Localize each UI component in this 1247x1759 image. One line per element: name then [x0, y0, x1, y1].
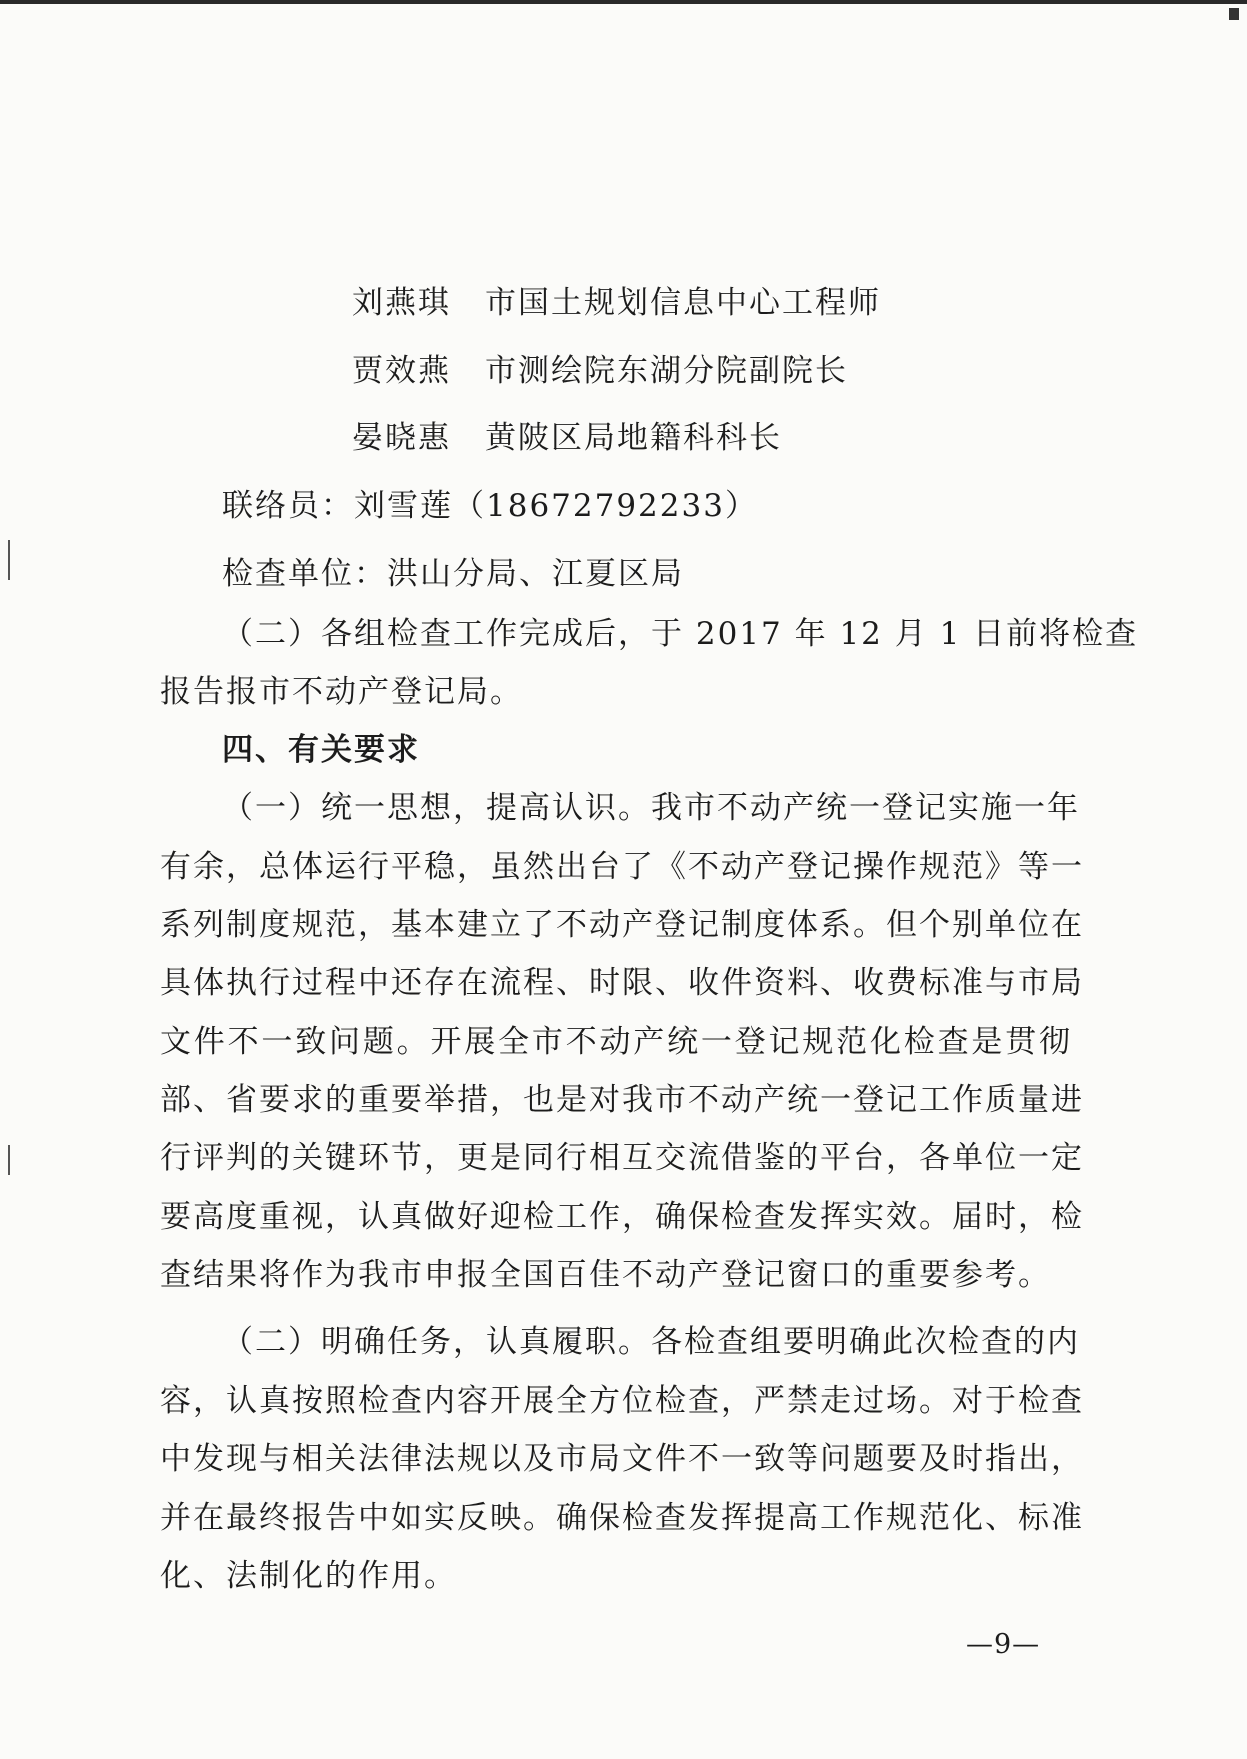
paragraph-line: 系列制度规范，基本建立了不动产登记制度体系。但个别单位在 — [160, 907, 1084, 943]
paragraph-line: 并在最终报告中如实反映。确保检查发挥提高工作规范化、标准 — [160, 1500, 1084, 1536]
scan-edge-mark — [8, 540, 10, 580]
member-title: 黄陂区局地籍科科长 — [485, 420, 782, 456]
paragraph-line: 文件不一致问题。开展全市不动产统一登记规范化检查是贯彻 — [160, 1024, 1072, 1060]
paragraph-line: 报告报市不动产登记局。 — [160, 674, 523, 710]
paragraph-line: （一）统一思想，提高认识。我市不动产统一登记实施一年 — [222, 790, 1080, 826]
member-row — [352, 418, 782, 458]
paragraph-line: （二）各组检查工作完成后，于 2017 年 12 月 1 日前将检查 — [222, 616, 1139, 652]
page-number: —9— — [966, 1629, 1041, 1660]
member-name: 晏晓惠 — [352, 420, 451, 456]
section-heading: 四、有关要求 — [222, 732, 420, 768]
paragraph-line: 化、法制化的作用。 — [160, 1558, 457, 1594]
paragraph-line: 中发现与相关法律法规以及市局文件不一致等问题要及时指出， — [160, 1441, 1084, 1477]
paragraph-line: （二）明确任务，认真履职。各检查组要明确此次检查的内 — [222, 1324, 1080, 1360]
paragraph-line: 具体执行过程中还存在流程、时限、收件资料、收费标准与市局 — [160, 965, 1084, 1001]
inspection-units-line: 检查单位：洪山分局、江夏区局 — [222, 556, 684, 592]
member-name: 刘燕琪 — [352, 285, 451, 321]
member-title: 市国土规划信息中心工程师 — [485, 285, 881, 321]
paragraph-line: 部、省要求的重要举措，也是对我市不动产统一登记工作质量进 — [160, 1082, 1084, 1118]
paragraph-line: 查结果将作为我市申报全国百佳不动产登记窗口的重要参考。 — [160, 1257, 1051, 1293]
paragraph-line: 容，认真按照检查内容开展全方位检查，严禁走过场。对于检查 — [160, 1383, 1084, 1419]
member-row — [352, 283, 881, 323]
paragraph-line: 要高度重视，认真做好迎检工作，确保检查发挥实效。届时，检 — [160, 1199, 1084, 1235]
paragraph-line: 行评判的关键环节，更是同行相互交流借鉴的平台，各单位一定 — [160, 1140, 1084, 1176]
liaison-line: 联络员：刘雪莲（18672792233） — [222, 488, 758, 524]
scan-edge-mark — [8, 1145, 10, 1175]
member-row — [352, 351, 848, 391]
paragraph-line: 有余，总体运行平稳，虽然出台了《不动产登记操作规范》等一 — [160, 849, 1084, 885]
scan-corner-mark — [1229, 8, 1239, 20]
member-title: 市测绘院东湖分院副院长 — [485, 353, 848, 389]
member-name: 贾效燕 — [352, 353, 451, 389]
page-top-border — [0, 0, 1247, 4]
